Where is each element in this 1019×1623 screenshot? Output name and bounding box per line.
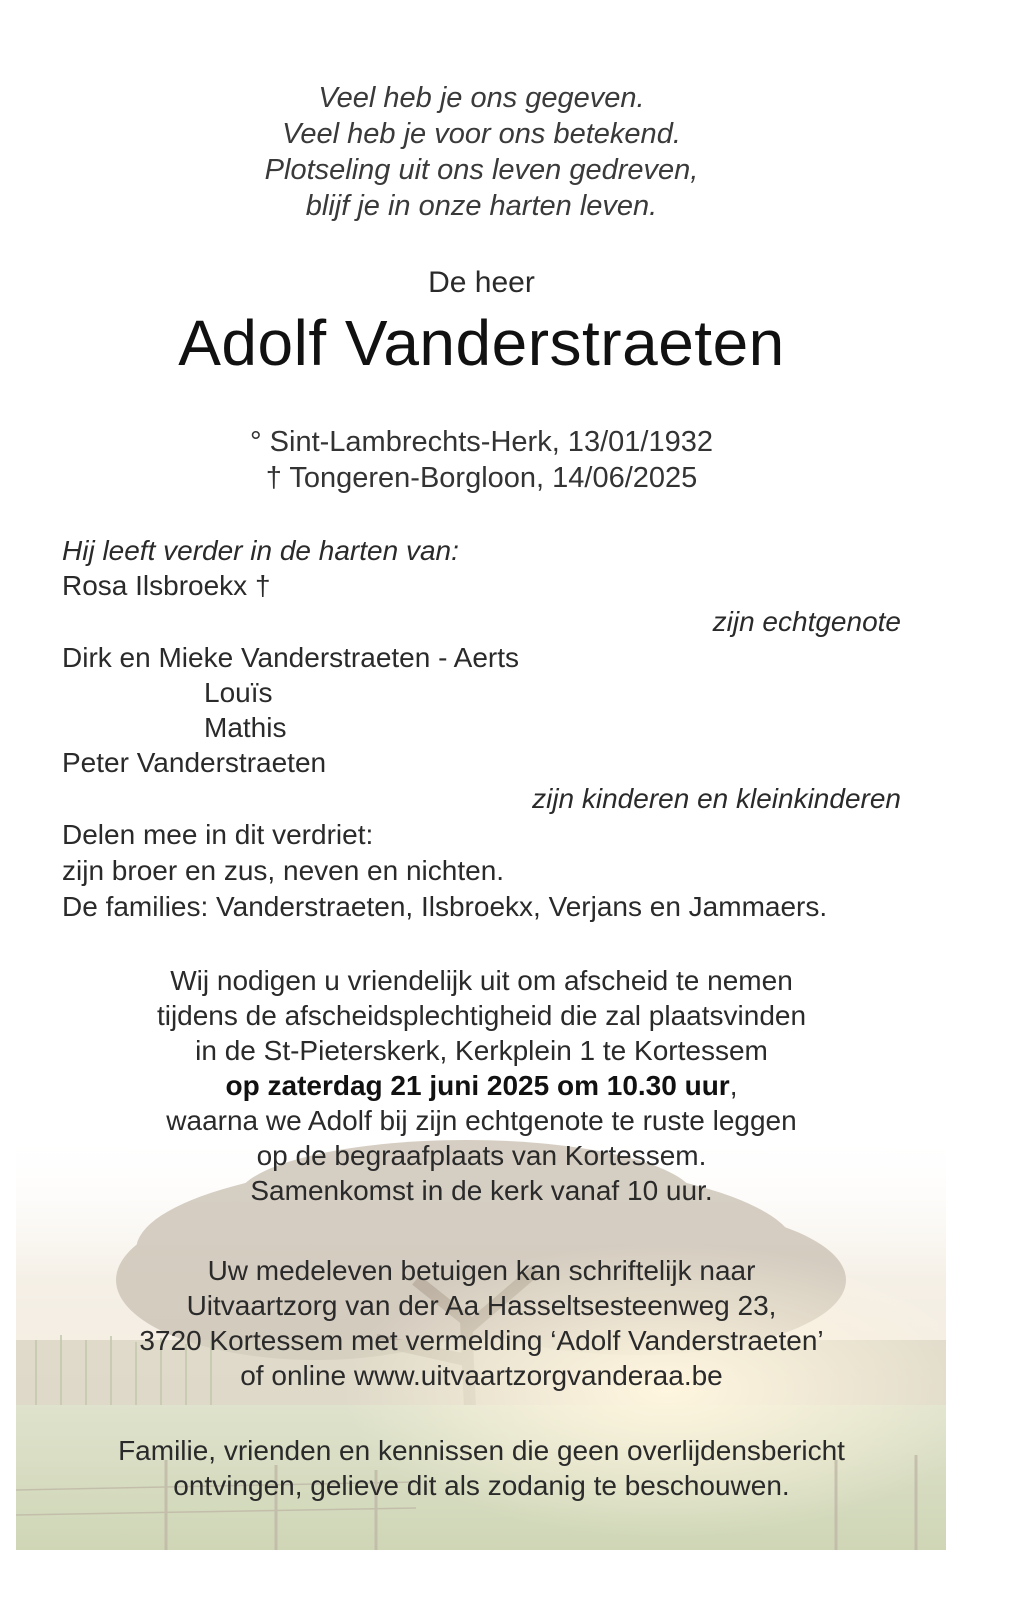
closing-note (0, 1433, 963, 1503)
condolence-line: of online www.uitvaartzorgvanderaa.be (240, 1360, 723, 1391)
child-name: Peter Vanderstraeten (62, 747, 327, 778)
share-line: zijn broer en zus, neven en nichten. (62, 855, 505, 886)
invitation-line: waarna we Adolf bij zijn echtgenote te ruste leggen (166, 1105, 797, 1136)
share-line: Delen mee in dit verdriet: (62, 819, 374, 850)
ceremony-date (0, 1068, 963, 1103)
condolence-line: Uw medeleven betuigen kan schriftelijk naar (207, 1255, 756, 1286)
ceremony-date-suffix: , (729, 1070, 738, 1101)
invitation-line: Wij nodigen u vriendelijk uit om afscheid te nemen (170, 965, 793, 996)
invitation-line: op de begraafplaats van Kortessem. (256, 1140, 707, 1171)
birth-info: ° Sint-Lambrechts-Herk, 13/01/1932 (250, 426, 713, 458)
poem-line: blijf je in onze harten leven. (305, 190, 658, 222)
death-info: † Tongeren-Borgloon, 14/06/2025 (265, 462, 698, 494)
survivors-intro: Hij leeft verder in de harten van: (62, 535, 459, 566)
honorific: De heer (428, 266, 535, 299)
deceased-name: Adolf Vanderstraeten (178, 307, 785, 379)
funeral-invitation (0, 963, 963, 1208)
poem-line: Veel heb je ons gegeven. (318, 82, 645, 114)
invitation-line: Samenkomst in de kerk vanaf 10 uur. (250, 1175, 713, 1206)
poem-line: Veel heb je voor ons betekend. (282, 118, 681, 150)
closing-line: ontvingen, gelieve dit als zodanig te beschouwen. (173, 1470, 790, 1501)
closing-line: Familie, vrienden en kennissen die geen overlijdensbericht (118, 1435, 845, 1466)
child-name: Dirk en Mieke Vanderstraeten - Aerts (62, 642, 520, 673)
invitation-line: in de St-Pieterskerk, Kerkplein 1 te Kortessem (195, 1035, 768, 1066)
invitation-line: tijdens de afscheidsplechtigheid die zal plaatsvinden (156, 1000, 807, 1031)
condolence-line: Uitvaartzorg van der Aa Hasseltsesteenweg 23, (186, 1290, 777, 1321)
spouse-name: Rosa Ilsbroekx † (62, 570, 271, 601)
poem-line: Plotseling uit ons leven gedreven, (264, 154, 699, 186)
grandchild-name: Louïs (204, 677, 273, 708)
life-dates (0, 424, 963, 496)
grandchild-name: Mathis (204, 712, 287, 743)
condolence-info (0, 1253, 963, 1393)
poem (0, 80, 963, 224)
share-line: De families: Vanderstraeten, Ilsbroekx, Verjans en Jammaers. (62, 891, 828, 922)
children-role: zijn kinderen en kleinkinderen (532, 783, 901, 814)
condolence-line: 3720 Kortessem met vermelding ‘Adolf Vanderstraeten’ (139, 1325, 824, 1356)
ceremony-date-bold: op zaterdag 21 juni 2025 om 10.30 uur (225, 1070, 730, 1101)
spouse-role: zijn echtgenote (712, 606, 901, 637)
